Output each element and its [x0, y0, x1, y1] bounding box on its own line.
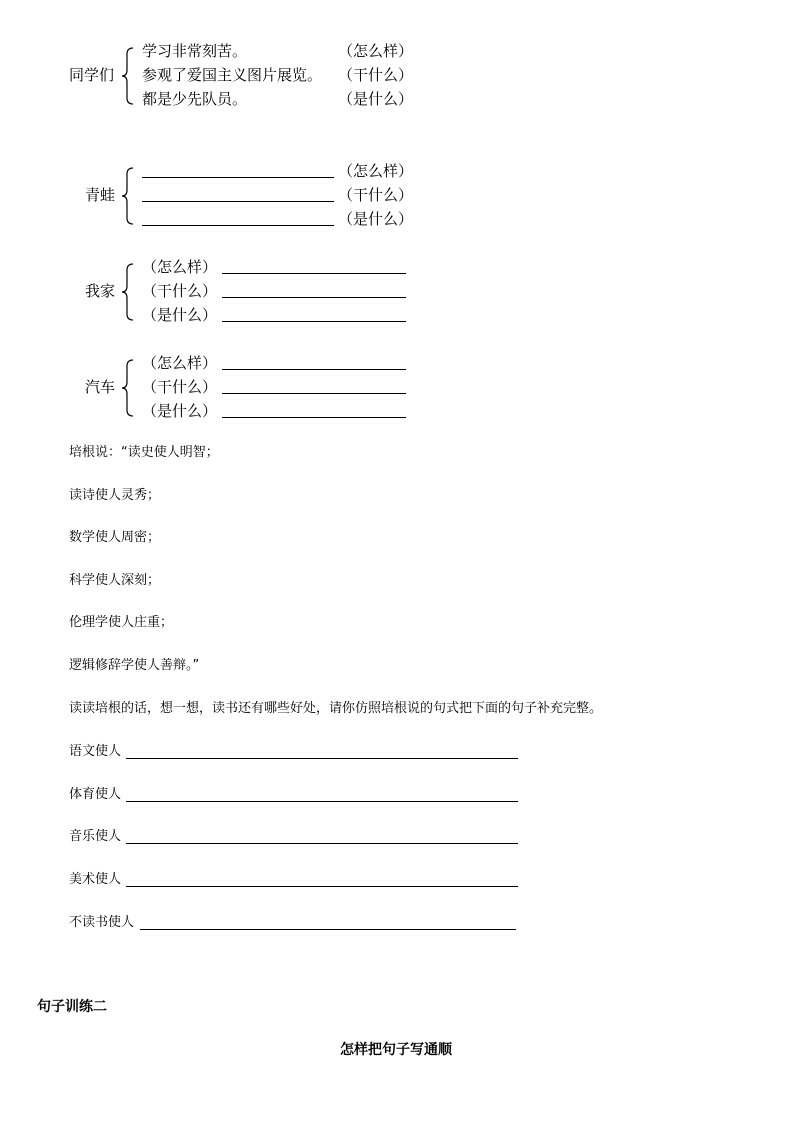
- answer-blank[interactable]: [222, 369, 406, 370]
- group-tag: （是什么）: [142, 306, 218, 324]
- answer-blank[interactable]: [126, 758, 518, 759]
- group-tag: （干什么）: [338, 186, 414, 204]
- answer-blank[interactable]: [126, 801, 518, 802]
- answer-blank[interactable]: [126, 843, 518, 844]
- left-brace-icon: [121, 262, 135, 322]
- answer-blank[interactable]: [222, 417, 406, 418]
- lesson-title: 怎样把句子写通顺: [340, 1042, 452, 1058]
- fill-line-prompt: 体育使人: [69, 787, 122, 802]
- answer-blank[interactable]: [126, 886, 518, 887]
- instruction-text: 读读培根的话，想一想，读书还有哪些好处，请你仿照培根说的句式把下面的句子补充完整。: [69, 701, 603, 716]
- group-tag: （干什么）: [142, 282, 218, 300]
- section-title: 句子训练二: [37, 999, 107, 1015]
- quote-line: 伦理学使人庄重；: [69, 615, 174, 630]
- quote-line: 逻辑修辞学使人善辩。”: [69, 658, 200, 673]
- answer-blank[interactable]: [142, 177, 334, 178]
- fill-line-prompt: 语文使人: [69, 744, 122, 759]
- quote-line: 数学使人周密；: [69, 530, 161, 545]
- group-tag: （干什么）: [142, 378, 218, 396]
- answer-blank[interactable]: [142, 225, 334, 226]
- answer-blank[interactable]: [140, 929, 516, 930]
- answer-blank[interactable]: [222, 393, 406, 394]
- left-brace-icon: [121, 166, 135, 226]
- answer-blank[interactable]: [222, 321, 406, 322]
- example-row-tag: （是什么）: [338, 90, 414, 108]
- example-row-tag: （干什么）: [338, 66, 414, 84]
- left-brace-icon: [121, 46, 135, 106]
- group-subject: 我家: [85, 282, 116, 300]
- group-tag: （怎么样）: [338, 162, 414, 180]
- group-subject: 青蛙: [85, 186, 116, 204]
- answer-blank[interactable]: [142, 201, 334, 202]
- group-tag: （怎么样）: [142, 258, 218, 276]
- group-tag: （怎么样）: [142, 354, 218, 372]
- quote-line: 培根说：“读史使人明智；: [69, 445, 219, 460]
- fill-line-prompt: 不读书使人: [69, 915, 135, 930]
- group-tag: （是什么）: [142, 402, 218, 420]
- fill-line-prompt: 音乐使人: [69, 829, 122, 844]
- group-tag: （是什么）: [338, 210, 414, 228]
- group-subject: 汽车: [85, 378, 116, 396]
- quote-line: 科学使人深刻；: [69, 573, 161, 588]
- example-subject: 同学们: [69, 66, 115, 84]
- example-row-text: 学习非常刻苦。: [142, 42, 248, 60]
- answer-blank[interactable]: [222, 297, 406, 298]
- example-row-tag: （怎么样）: [338, 42, 414, 60]
- left-brace-icon: [121, 358, 135, 418]
- fill-line-prompt: 美术使人: [69, 872, 122, 887]
- answer-blank[interactable]: [222, 273, 406, 274]
- example-row-text: 参观了爱国主义图片展览。: [142, 66, 323, 84]
- quote-line: 读诗使人灵秀；: [69, 488, 161, 503]
- example-row-text: 都是少先队员。: [142, 90, 248, 108]
